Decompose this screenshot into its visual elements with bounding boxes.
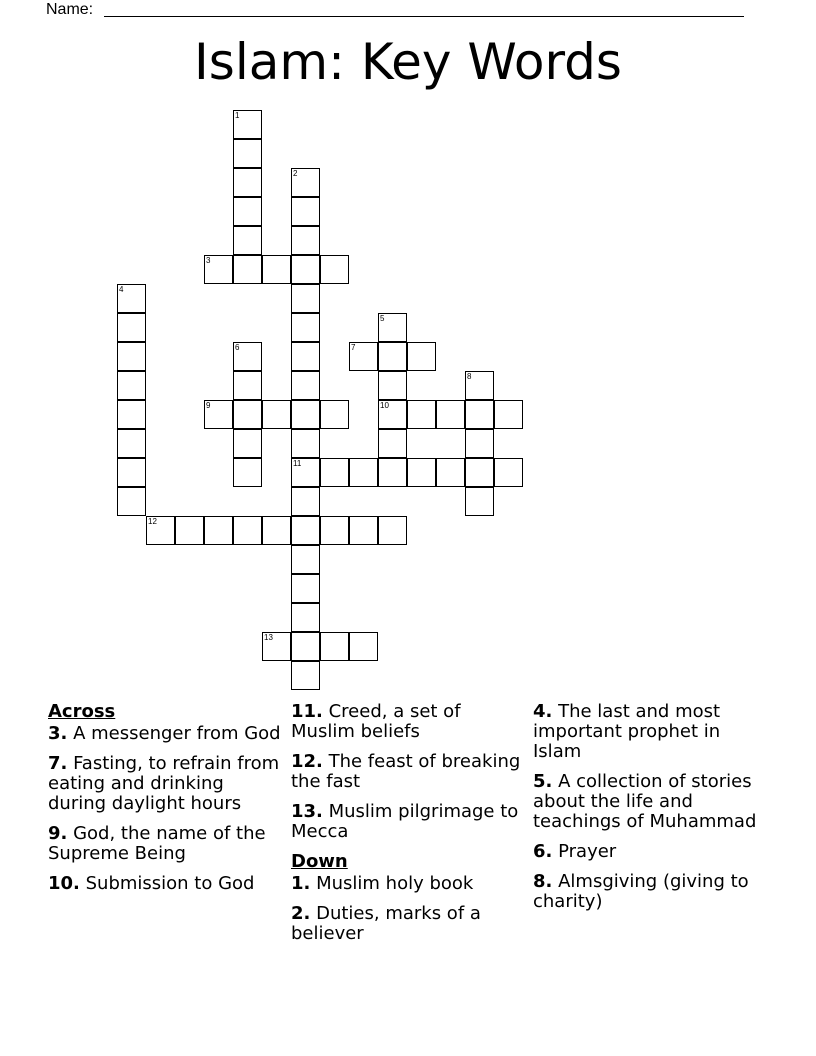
crossword-cell[interactable]	[378, 371, 407, 400]
clue-number: 2	[293, 169, 298, 178]
crossword-cell[interactable]	[378, 516, 407, 545]
crossword-cell[interactable]	[291, 313, 320, 342]
crossword-cell[interactable]	[378, 342, 407, 371]
crossword-cell[interactable]	[291, 168, 320, 197]
crossword-cell[interactable]	[407, 458, 436, 487]
down-clue-list	[291, 874, 527, 944]
crossword-cell[interactable]	[291, 429, 320, 458]
clue-number: 13	[264, 633, 273, 642]
crossword-cell[interactable]	[117, 429, 146, 458]
crossword-cell[interactable]	[465, 487, 494, 516]
across-clue-list	[48, 724, 284, 894]
crossword-cell[interactable]	[407, 400, 436, 429]
crossword-cell[interactable]	[204, 255, 233, 284]
crossword-cell[interactable]	[233, 371, 262, 400]
crossword-cell[interactable]	[262, 632, 291, 661]
crossword-cell[interactable]	[233, 400, 262, 429]
crossword-cell[interactable]	[291, 400, 320, 429]
clue-num: 1.	[291, 873, 311, 894]
down-clue-list-continued	[533, 702, 769, 912]
clue-item	[291, 802, 527, 842]
clue-num: 11.	[291, 701, 323, 722]
crossword-cell[interactable]	[233, 139, 262, 168]
crossword-cell[interactable]	[233, 197, 262, 226]
crossword-cell[interactable]	[117, 342, 146, 371]
clue-num: 4.	[533, 701, 553, 722]
crossword-cell[interactable]	[407, 342, 436, 371]
crossword-cell[interactable]	[291, 661, 320, 690]
clue-text: God, the name of the Supreme Being	[48, 823, 266, 864]
crossword-cell[interactable]	[233, 342, 262, 371]
crossword-cell[interactable]	[291, 342, 320, 371]
crossword-cell[interactable]	[378, 400, 407, 429]
clue-item	[291, 702, 527, 742]
crossword-cell[interactable]	[349, 458, 378, 487]
clue-item	[48, 754, 284, 814]
crossword-cell[interactable]	[233, 516, 262, 545]
clue-number: 11	[293, 459, 302, 468]
crossword-cell[interactable]	[494, 400, 523, 429]
crossword-cell[interactable]	[291, 487, 320, 516]
clue-text: Prayer	[552, 841, 617, 862]
crossword-cell[interactable]	[291, 545, 320, 574]
clue-num: 8.	[533, 871, 553, 892]
crossword-cell[interactable]	[233, 255, 262, 284]
crossword-cell[interactable]	[146, 516, 175, 545]
crossword-cell[interactable]	[204, 400, 233, 429]
clues-column-1	[48, 702, 284, 904]
clue-item	[48, 874, 284, 894]
crossword-cell[interactable]	[320, 458, 349, 487]
crossword-cell[interactable]	[204, 516, 233, 545]
clue-text: Almsgiving (giving to charity)	[533, 871, 749, 912]
crossword-cell[interactable]	[291, 284, 320, 313]
name-label: Name:	[46, 1, 94, 18]
crossword-cell[interactable]	[378, 429, 407, 458]
crossword-cell[interactable]	[262, 255, 291, 284]
clue-text: The feast of breaking the fast	[291, 751, 521, 792]
crossword-cell[interactable]	[378, 458, 407, 487]
clue-item	[291, 752, 527, 792]
crossword-cell[interactable]	[291, 603, 320, 632]
crossword-cell[interactable]	[117, 487, 146, 516]
crossword-cell[interactable]	[291, 516, 320, 545]
across-clue-list-continued	[291, 702, 527, 842]
clue-item	[48, 824, 284, 864]
crossword-cell[interactable]	[291, 197, 320, 226]
crossword-cell[interactable]	[320, 632, 349, 661]
crossword-cell[interactable]	[320, 400, 349, 429]
crossword-cell[interactable]	[436, 458, 465, 487]
crossword-cell[interactable]	[233, 429, 262, 458]
crossword-cell[interactable]	[233, 458, 262, 487]
clue-item	[533, 772, 769, 832]
clue-text: Submission to God	[79, 873, 255, 894]
clue-text: A collection of stories about the life and teachings of Muhammad	[533, 771, 757, 832]
crossword-cell[interactable]	[291, 574, 320, 603]
crossword-cell[interactable]	[117, 371, 146, 400]
crossword-cell[interactable]	[291, 371, 320, 400]
crossword-cell[interactable]	[117, 400, 146, 429]
clue-item	[48, 724, 284, 744]
crossword-cell[interactable]	[465, 429, 494, 458]
clue-num: 9.	[48, 823, 68, 844]
clue-number: 4	[119, 285, 124, 294]
crossword-cell[interactable]	[320, 255, 349, 284]
clue-number: 6	[235, 343, 240, 352]
crossword-cell[interactable]	[233, 110, 262, 139]
crossword-cell[interactable]	[349, 632, 378, 661]
clue-num: 2.	[291, 903, 311, 924]
crossword-cell[interactable]	[262, 516, 291, 545]
crossword-cell[interactable]	[465, 400, 494, 429]
crossword-cell[interactable]	[465, 458, 494, 487]
clue-num: 6.	[533, 841, 553, 862]
across-heading: Across	[48, 701, 116, 722]
clue-num: 5.	[533, 771, 553, 792]
crossword-cell[interactable]	[291, 458, 320, 487]
clue-num: 7.	[48, 753, 68, 774]
down-heading: Down	[291, 851, 348, 872]
crossword-cell[interactable]	[117, 313, 146, 342]
clue-text: The last and most important prophet in Islam	[533, 701, 721, 762]
crossword-cell[interactable]	[262, 400, 291, 429]
clue-number: 9	[206, 401, 211, 410]
crossword-cell[interactable]	[291, 255, 320, 284]
crossword-cell[interactable]	[233, 226, 262, 255]
crossword-cell[interactable]	[175, 516, 204, 545]
crossword-cell[interactable]	[117, 458, 146, 487]
clues-column-3	[533, 702, 769, 922]
clue-num: 13.	[291, 801, 323, 822]
clue-text: Muslim holy book	[310, 873, 474, 894]
crossword-cell[interactable]	[349, 516, 378, 545]
clue-number: 10	[380, 401, 389, 410]
clue-item	[291, 904, 527, 944]
clues-column-2	[291, 702, 527, 954]
clue-num: 12.	[291, 751, 323, 772]
clue-number: 5	[380, 314, 385, 323]
crossword-cell[interactable]	[494, 458, 523, 487]
clue-item	[533, 872, 769, 912]
crossword-cell[interactable]	[291, 226, 320, 255]
crossword-cell[interactable]	[465, 371, 494, 400]
crossword-cell[interactable]	[233, 168, 262, 197]
clue-text: Muslim pilgrimage to Mecca	[291, 801, 519, 842]
clue-number: 1	[235, 111, 240, 120]
crossword-cell[interactable]	[436, 400, 465, 429]
clue-number: 7	[351, 343, 356, 352]
crossword-cell[interactable]	[117, 284, 146, 313]
clue-number: 8	[467, 372, 472, 381]
crossword-cell[interactable]	[291, 632, 320, 661]
clue-num: 10.	[48, 873, 80, 894]
clue-text: A messenger from God	[67, 723, 281, 744]
clue-item	[533, 842, 769, 862]
clue-text: Duties, marks of a believer	[291, 903, 481, 944]
crossword-cell[interactable]	[320, 516, 349, 545]
clue-number: 12	[148, 517, 157, 526]
clue-text: Fasting, to refrain from eating and drinking during daylight hours	[48, 753, 280, 814]
clue-text: Creed, a set of Muslim beliefs	[291, 701, 461, 742]
clue-num: 3.	[48, 723, 68, 744]
crossword-cell[interactable]	[349, 342, 378, 371]
page-title: Islam: Key Words	[194, 33, 622, 91]
crossword-cell[interactable]	[378, 313, 407, 342]
clue-number: 3	[206, 256, 211, 265]
clue-item	[291, 874, 527, 894]
clue-item	[533, 702, 769, 762]
